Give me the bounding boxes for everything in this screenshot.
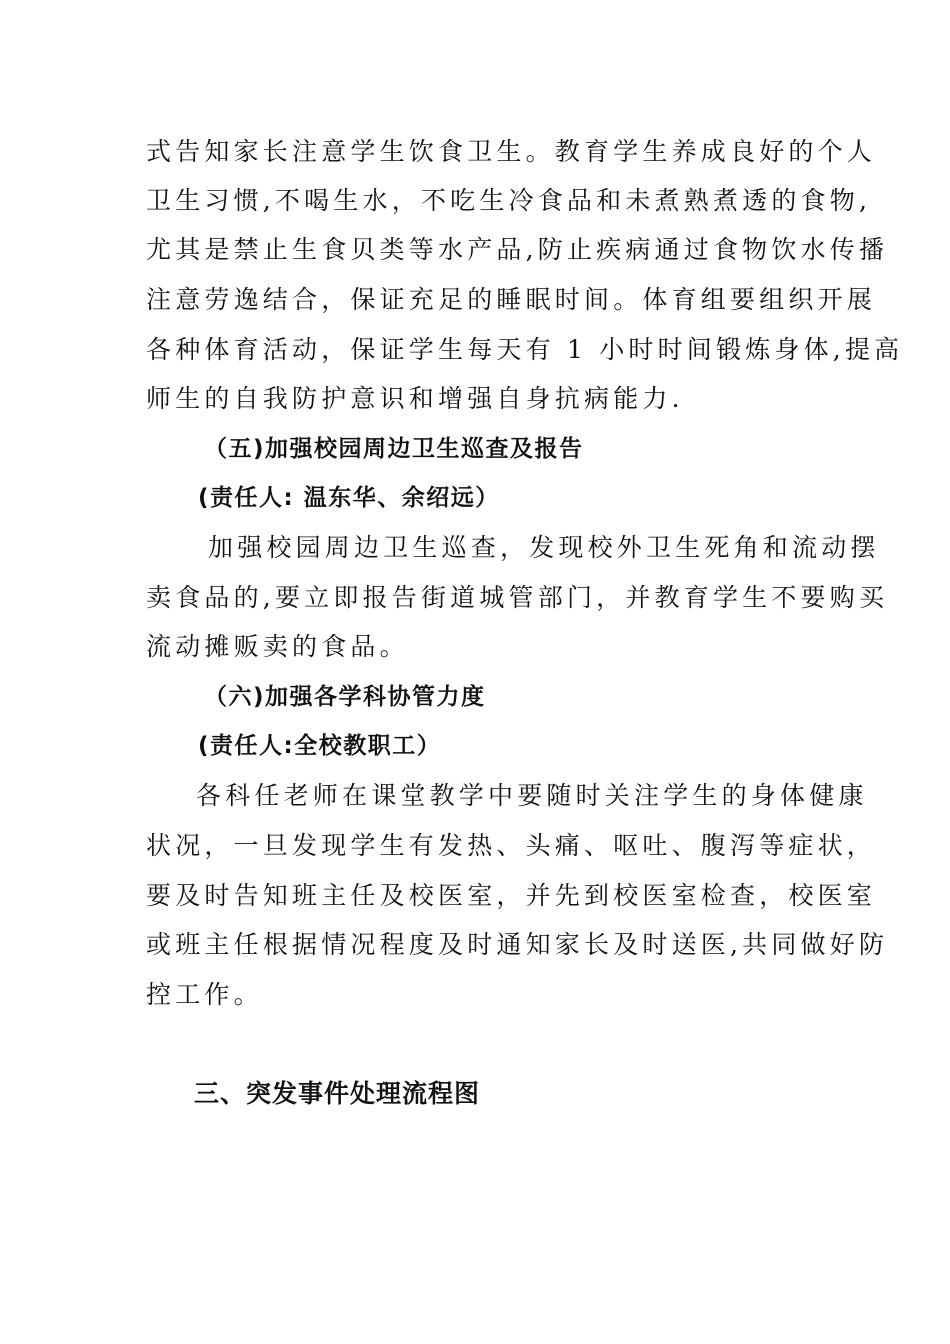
section-heading-5: （五)加强校园周边卫生巡查及报告 [204,436,584,462]
paragraph-line: 式告知家长注意学生饮食卫生。教育学生养成良好的个人 [146,137,877,166]
section-title-3: 三、突发事件处理流程图 [194,1079,481,1108]
paragraph-line: 各种体育活动，保证学生每天有 1 小时时间锻炼身体,提高 [146,335,904,364]
responsible-person-6: (责任人:全校教职工） [198,733,442,759]
paragraph-line: 流动摊贩卖的食品。 [146,632,409,661]
paragraph-line: 注意劳逸结合，保证充足的睡眠时间。体育组要组织开展 [146,285,877,314]
paragraph-line: 卫生习惯,不喝生水，不吃生冷食品和未煮熟煮透的食物, [146,186,872,215]
responsible-person-5: (责任人: 温东华、余绍远） [198,485,500,511]
paragraph-line: 卖食品的,要立即报告街道城管部门，并教育学生不要购买 [146,583,889,612]
paragraph-line: 尤其是禁止生食贝类等水产品,防止疾病通过食物饮水传播 [146,235,889,264]
paragraph-line: 加强校园周边卫生巡查，发现校外卫生死角和流动摆 [208,533,880,562]
paragraph-line: 控工作。 [146,980,263,1009]
paragraph-line: 或班主任根据情况程度及时通知家长及时送医,共同做好防 [146,930,889,959]
paragraph-line: 状况，一旦发现学生有发热、头痛、呕吐、腹泻等症状， [146,831,877,860]
section-heading-6: （六)加强各学科协管力度 [204,684,486,710]
paragraph-line: 师生的自我防护意识和增强自身抗病能力. [146,384,684,413]
paragraph-line: 要及时告知班主任及校医室，并先到校医室检查，校医室 [146,881,877,910]
paragraph-line: 各科任老师在课堂教学中要随时关注学生的身体健康 [196,781,868,810]
